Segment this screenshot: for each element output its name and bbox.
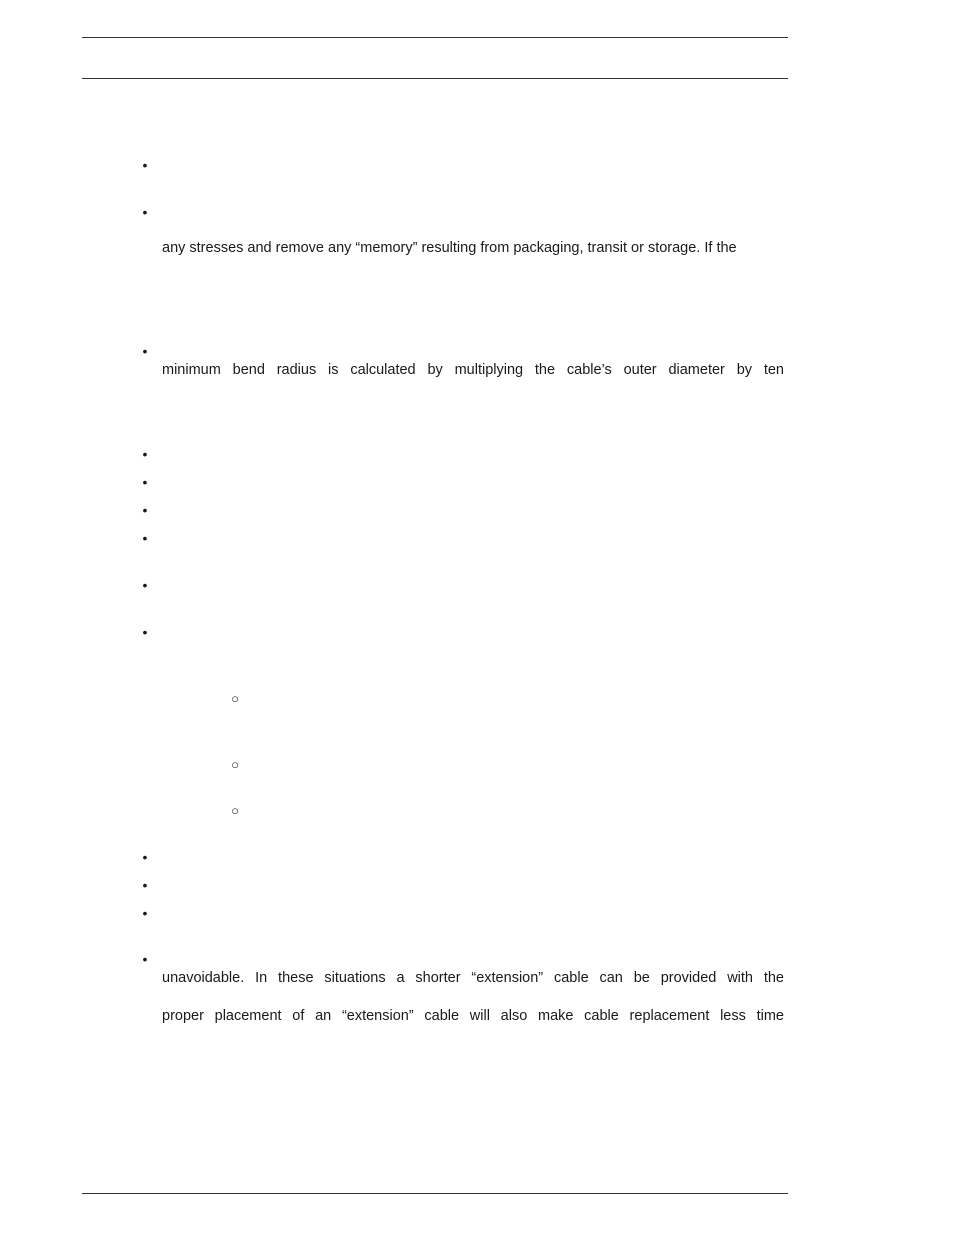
bullet-marker: • [142,157,148,173]
body-text-line: proper placement of an “extension” cable will also make cable replacement less time [162,1008,784,1024]
bullet-marker: • [142,849,148,865]
footer-rule [82,1193,788,1194]
bullet-marker: • [142,877,148,893]
bullet-marker: • [142,624,148,640]
bullet-marker: • [142,530,148,546]
bullet-marker: • [142,474,148,490]
bullet-marker: • [142,577,148,593]
sub-bullet-marker: ○ [231,803,239,818]
body-text-line: any stresses and remove any “memory” resulting from packaging, transit or storage. If the [162,240,737,256]
sub-bullet-marker: ○ [231,757,239,772]
bullet-marker: • [142,905,148,921]
sub-bullet-marker: ○ [231,691,239,706]
header-rule-bottom [82,78,788,79]
bullet-marker: • [142,502,148,518]
body-text-line: minimum bend radius is calculated by multiplying the cable’s outer diameter by ten [162,362,784,378]
bullet-marker: • [142,446,148,462]
bullet-marker: • [142,951,148,967]
body-text-line: unavoidable. In these situations a shorter “extension” cable can be provided with the [162,970,784,986]
header-rule-top [82,37,788,38]
bullet-marker: • [142,343,148,359]
bullet-marker: • [142,204,148,220]
